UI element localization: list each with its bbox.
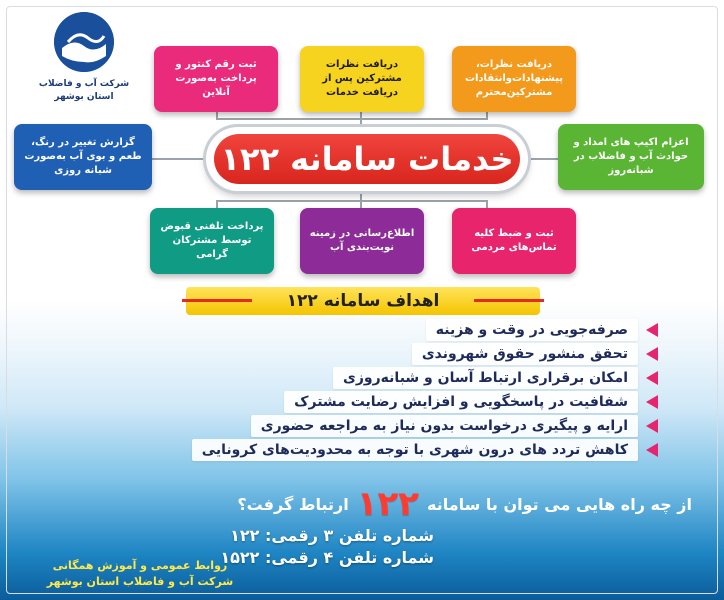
connector-left [150, 158, 206, 160]
company-logo [34, 12, 134, 122]
service-label: دریافت نظرات مشترکین پس از دریافت خدمات [322, 59, 402, 98]
connector-right [528, 158, 562, 160]
service-label: گزارش تغییر در رنگ، طعم و بوی آب به‌صورت شبانه روزی [24, 137, 142, 176]
contact-question-start: از چه راه هایی می توان با سامانه [426, 494, 692, 514]
goals-header [186, 287, 540, 315]
contact-question-end: ارتباط گرفت؟ [237, 494, 349, 514]
logo-province-name: استان بوشهر [54, 92, 114, 102]
pink-arrow-icon [646, 395, 658, 409]
page-title: خدمات سامانه ۱۲۲ [220, 140, 514, 178]
goal-text: کاهش تردد های درون شهری با توجه به محدودیت‌های کرونایی [192, 439, 638, 461]
goal-text: شفافیت در پاسخگویی و افزایش رضایت مشترک [284, 391, 638, 413]
goal-text: امکان برقراری ارتباط آسان و شبانه‌روزی [333, 367, 638, 389]
service-feedback-after-service [300, 46, 424, 112]
pink-arrow-icon [646, 323, 658, 337]
footer-line2: شرکت آب و فاضلاب استان بوشهر [46, 575, 234, 588]
logo-company-name: شرکت آب و فاضلاب [38, 79, 130, 89]
contact-question [237, 484, 692, 524]
phone-3-digit: شماره تلفن ۳ رقمی: ۱۲۲ [230, 526, 434, 545]
pink-arrow-icon [646, 347, 658, 361]
service-label: ثبت و ضبط کلیه تماس‌های مردمی [471, 228, 557, 253]
service-water-schedule-info [300, 208, 424, 274]
service-label: پرداخت تلفنی قبوض توسط مشترکان گرامی [160, 221, 264, 260]
goal-item [192, 438, 658, 462]
goal-text: صرفه‌جویی در وقت و هزینه [426, 319, 638, 341]
phone-4-digit: شماره تلفن ۴ رقمی: ۱۵۲۲ [220, 548, 434, 567]
water-drop-icon [54, 12, 114, 72]
service-phone-bill-payment [150, 208, 274, 274]
goal-item [412, 342, 658, 366]
goal-text: تحقق منشور حقوق شهروندی [412, 343, 638, 365]
main-title-badge [206, 127, 528, 191]
footer-credit [40, 558, 240, 590]
service-meter-reading [154, 46, 278, 112]
pink-arrow-icon [646, 419, 658, 433]
service-emergency-teams [558, 124, 704, 190]
goal-item [284, 390, 658, 414]
goal-text: ارایه و پیگیری درخواست بدون نیاز به مراجعه حضوری [251, 415, 638, 437]
service-label: ثبت رقم کنتور و پرداخت به‌صورت آنلاین [175, 59, 257, 98]
service-call-recording [452, 208, 576, 274]
footer-line1: روابط عمومی و آموزش همگانی [52, 559, 228, 572]
connector-bottom-line [216, 200, 488, 202]
goals-title: اهداف سامانه ۱۲۲ [286, 291, 440, 311]
service-water-quality-report [14, 124, 152, 190]
connector-top-line [216, 118, 488, 120]
contact-number-highlight: ۱۲۲ [356, 484, 419, 524]
connector-bottom-mid [360, 191, 362, 209]
pink-arrow-icon [646, 371, 658, 385]
goal-item [426, 318, 658, 342]
service-label: دریافت نظرات، پیشنهادات‌وانتقادات مشترکین‌محترم [464, 59, 564, 98]
goal-item [251, 414, 658, 438]
service-label: اعزام اکیپ های امداد و حوادث آب و فاضلاب در شبانه‌روز [573, 137, 689, 176]
pink-arrow-icon [646, 443, 658, 457]
service-suggestions [452, 46, 576, 112]
goal-item [333, 366, 658, 390]
service-label: اطلاع‌رسانی در زمینه نوبت‌بندی آب [309, 228, 415, 253]
